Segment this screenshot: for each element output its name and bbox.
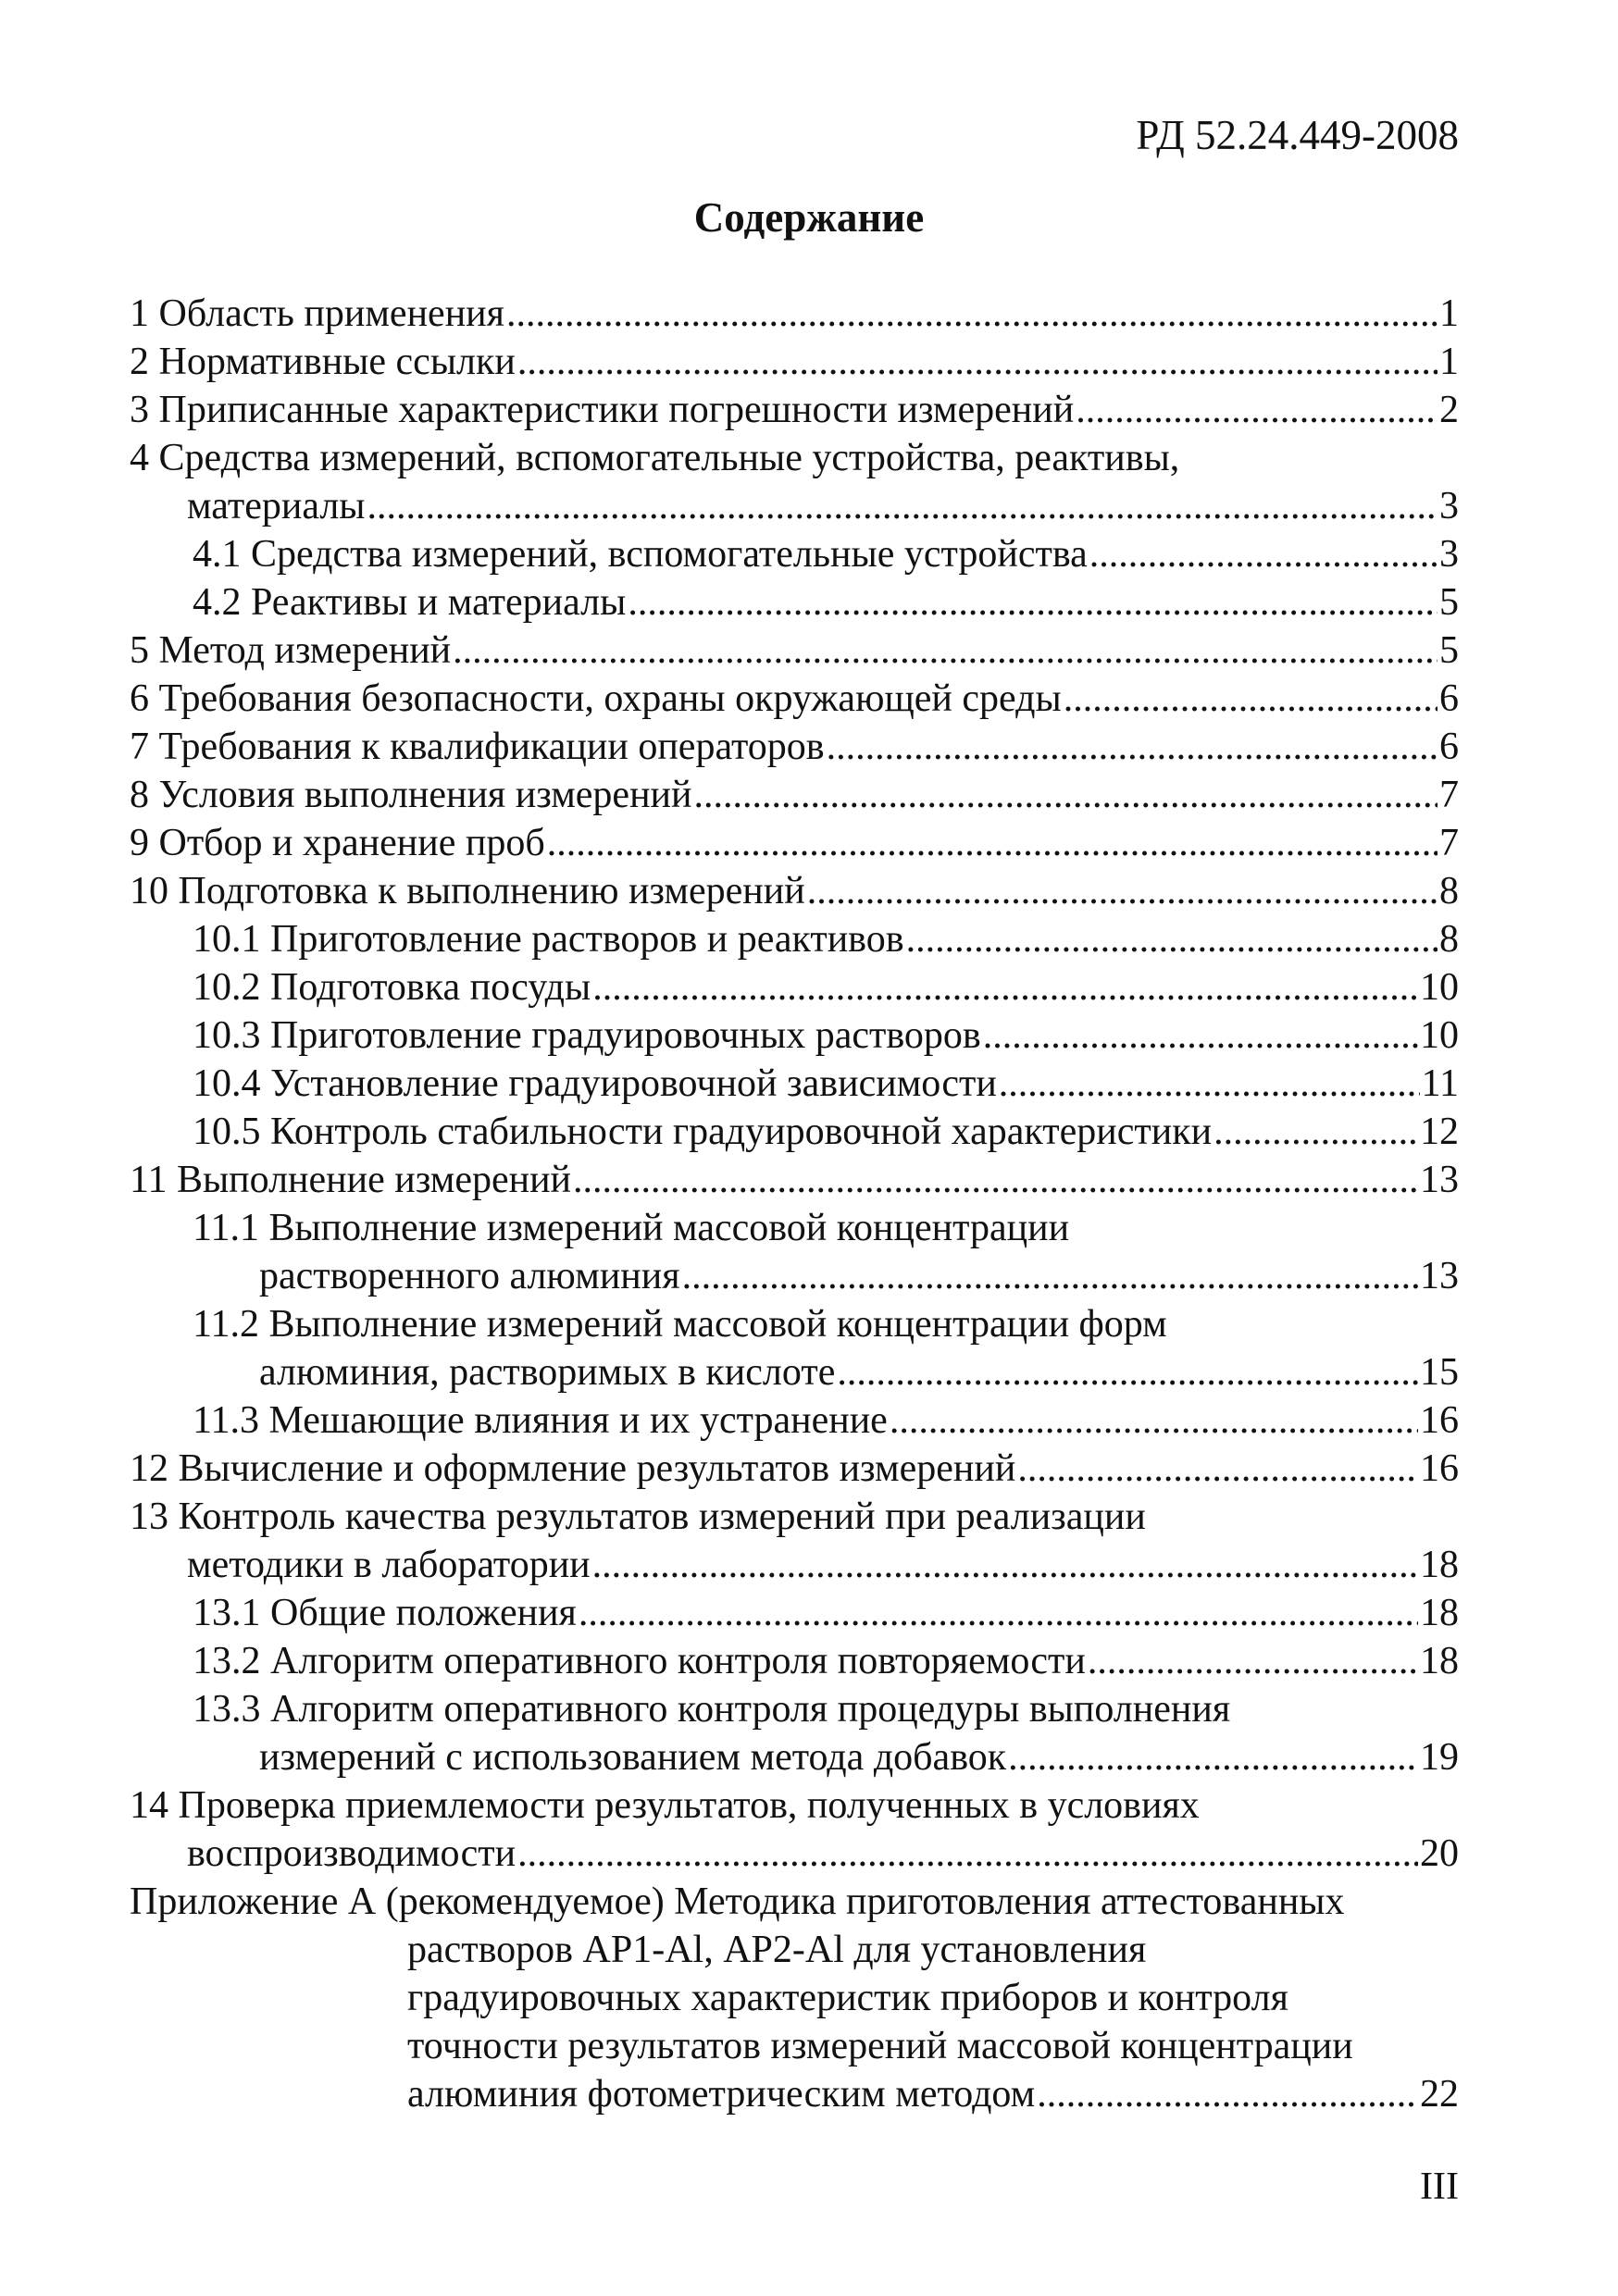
toc-entry-title: 4 Средства измерений, вспомогательные устройства, реактивы,	[130, 437, 1180, 479]
toc-entry	[130, 723, 1459, 771]
toc-entry-page: 8	[1439, 918, 1459, 961]
toc-entry-page: 10	[1420, 966, 1459, 1009]
toc-entry-title: 5 Метод измерений	[130, 629, 452, 672]
toc-entry-page: 12	[1420, 1111, 1459, 1153]
toc-entry-title: 10.4 Установление градуировочной зависимости	[193, 1062, 997, 1105]
toc-entry	[130, 482, 1459, 530]
document-code: РД 52.24.449-2008	[1136, 112, 1459, 158]
toc-entry	[130, 578, 1459, 627]
toc-entry-page: 15	[1420, 1351, 1459, 1394]
toc-entry-page: 3	[1439, 533, 1459, 576]
page-number: III	[1420, 2166, 1459, 2208]
toc-entry	[130, 963, 1459, 1011]
toc-entry-title: 10.3 Приготовление градуировочных растворов	[193, 1014, 981, 1057]
toc-entry	[130, 1974, 1459, 2022]
toc-entry-page: 13	[1420, 1159, 1459, 1201]
toc-entry	[130, 1396, 1459, 1445]
toc-entry-title: 10.1 Приготовление растворов и реактивов	[193, 918, 904, 961]
toc-entry-title: 13.3 Алгоритм оперативного контроля процедуры выполнения	[193, 1688, 1231, 1731]
toc-entry-page: 6	[1439, 726, 1459, 768]
toc-entry	[130, 627, 1459, 675]
toc-entry-title: 8 Условия выполнения измерений	[130, 774, 692, 816]
toc-entry-title: градуировочных характеристик приборов и контроля	[407, 1977, 1288, 2019]
toc-entry	[130, 1445, 1459, 1493]
toc-entry	[130, 819, 1459, 867]
toc-entry	[130, 1300, 1459, 1348]
toc-entry-title: растворенного алюминия	[259, 1255, 680, 1297]
toc-entry	[130, 1541, 1459, 1589]
toc-entry-title: алюминия, растворимых в кислоте	[259, 1351, 836, 1394]
toc-entry-title: Приложение А (рекомендуемое) Методика приготовления аттестованных	[130, 1880, 1345, 1923]
toc-entry-title: 10.5 Контроль стабильности градуировочной характеристики	[193, 1111, 1213, 1153]
toc-entry	[130, 675, 1459, 723]
toc-entry	[130, 1637, 1459, 1685]
toc-entry	[130, 867, 1459, 915]
toc-entry-title: 11.2 Выполнение измерений массовой концентрации форм	[193, 1303, 1167, 1346]
toc-entry	[130, 915, 1459, 963]
toc-entry-title: 13.1 Общие положения	[193, 1592, 577, 1634]
toc-entry-page: 5	[1439, 581, 1459, 624]
toc-entry-title: измерений с использованием метода добавок	[259, 1736, 1007, 1779]
toc-entry-title: 11 Выполнение измерений	[130, 1159, 572, 1201]
toc-entry-page: 22	[1420, 2073, 1459, 2116]
toc-entry-title: 10.2 Подготовка посуды	[193, 966, 591, 1009]
toc-entry-title: методики в лаборатории	[187, 1544, 591, 1586]
toc-entry	[130, 1878, 1459, 1926]
toc-entry	[130, 1733, 1459, 1781]
toc-entry-page: 7	[1439, 774, 1459, 816]
toc-entry	[130, 1204, 1459, 1252]
toc-entry	[130, 2070, 1459, 2118]
toc-entry-title: 14 Проверка приемлемости результатов, полученных в условиях	[130, 1784, 1200, 1827]
toc-entry-page: 11	[1421, 1062, 1459, 1105]
toc-entry-title: растворов АР1-Al, АР2-Al для установления	[407, 1929, 1147, 1971]
toc-entry-page: 1	[1439, 341, 1459, 383]
toc-entry-title: 4.1 Средства измерений, вспомогательные устройства	[193, 533, 1088, 576]
toc-entry	[130, 1060, 1459, 1108]
toc-entry	[130, 1108, 1459, 1156]
toc-entry-title: воспроизводимости	[187, 1832, 517, 1875]
toc-entry	[130, 1685, 1459, 1733]
toc-entry	[130, 771, 1459, 819]
toc-entry	[130, 1781, 1459, 1830]
toc-entry-page: 1	[1439, 292, 1459, 335]
toc-entry	[130, 290, 1459, 338]
toc-entry-page: 18	[1420, 1544, 1459, 1586]
toc-entry	[130, 1252, 1459, 1300]
toc-entry-title: 7 Требования к квалификации операторов	[130, 726, 825, 768]
toc-entry-title: алюминия фотометрическим методом	[407, 2073, 1036, 2116]
toc-entry-page: 13	[1420, 1255, 1459, 1297]
toc-entry-title: 11.1 Выполнение измерений массовой концентрации	[193, 1207, 1070, 1249]
toc-entry-title: 12 Вычисление и оформление результатов измерений	[130, 1447, 1016, 1490]
toc-entry-page: 10	[1420, 1014, 1459, 1057]
toc-entry	[130, 2022, 1459, 2070]
toc-entry-page: 18	[1420, 1640, 1459, 1682]
toc-entry-title: 10 Подготовка к выполнению измерений	[130, 870, 805, 912]
page-title: Содержание	[693, 194, 925, 241]
toc-entry	[130, 1493, 1459, 1541]
table-of-contents	[130, 290, 1459, 2118]
toc-entry-title: 1 Область применения	[130, 292, 504, 335]
toc-entry-page: 19	[1420, 1736, 1459, 1779]
toc-entry-title: 3 Приписанные характеристики погрешности измерений	[130, 389, 1075, 431]
toc-entry	[130, 1348, 1459, 1396]
toc-entry-page: 3	[1439, 485, 1459, 527]
toc-entry	[130, 1926, 1459, 1974]
toc-entry	[130, 1830, 1459, 1878]
toc-entry-title: 4.2 Реактивы и материалы	[193, 581, 627, 624]
toc-entry-page: 6	[1439, 677, 1459, 720]
toc-entry-page: 16	[1420, 1399, 1459, 1442]
toc-entry-title: 9 Отбор и хранение проб	[130, 822, 545, 864]
toc-entry	[130, 530, 1459, 578]
toc-entry-title: точности результатов измерений массовой концентрации	[407, 2025, 1353, 2067]
toc-entry-title: 13 Контроль качества результатов измерений при реализации	[130, 1496, 1146, 1538]
toc-entry-page: 20	[1420, 1832, 1459, 1875]
toc-entry-title: 13.2 Алгоритм оперативного контроля повторяемости	[193, 1640, 1086, 1682]
toc-entry	[130, 1156, 1459, 1204]
toc-entry-page: 8	[1439, 870, 1459, 912]
toc-entry	[130, 386, 1459, 434]
toc-entry-page: 7	[1439, 822, 1459, 864]
toc-entry-title: материалы	[187, 485, 366, 527]
toc-entry-page: 2	[1439, 389, 1459, 431]
toc-entry-title: 6 Требования безопасности, охраны окружающей среды	[130, 677, 1062, 720]
toc-entry-page: 16	[1420, 1447, 1459, 1490]
toc-entry	[130, 1011, 1459, 1060]
toc-entry	[130, 434, 1459, 482]
toc-entry-title: 2 Нормативные ссылки	[130, 341, 516, 383]
toc-entry-page: 5	[1439, 629, 1459, 672]
toc-entry	[130, 1589, 1459, 1637]
toc-entry	[130, 338, 1459, 386]
toc-entry-page: 18	[1420, 1592, 1459, 1634]
toc-entry-title: 11.3 Мешающие влияния и их устранение	[193, 1399, 888, 1442]
